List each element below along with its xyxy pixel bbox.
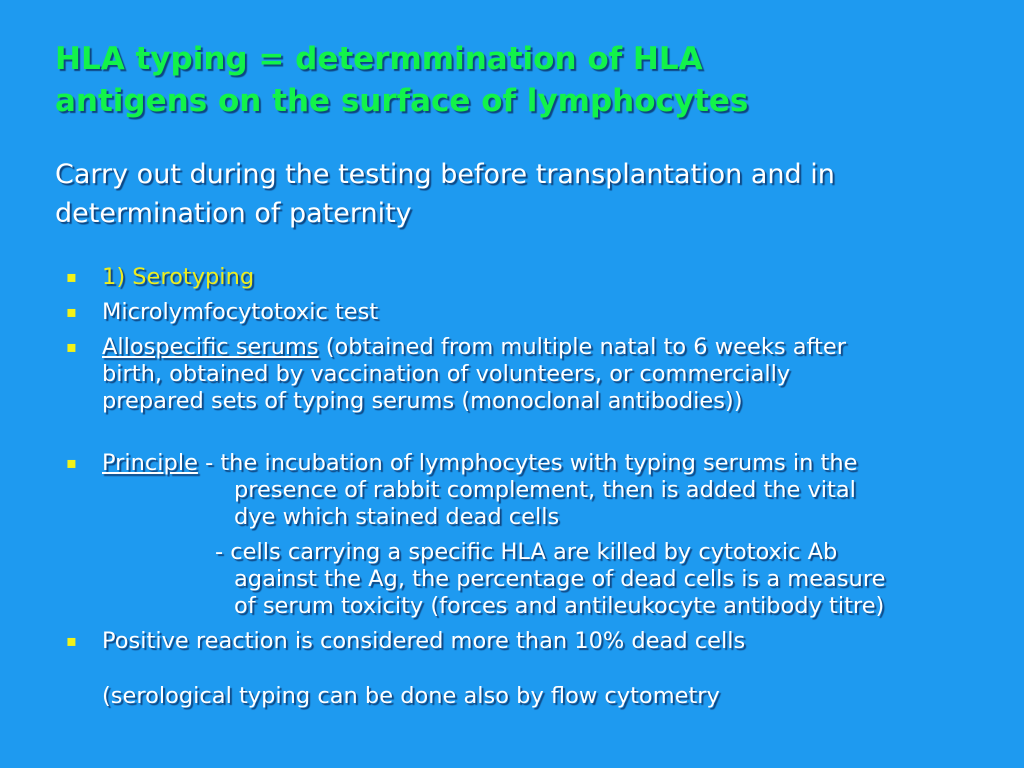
slide-title-line-2: antigens on the surface of lymphocytes — [55, 83, 749, 119]
principle-line-1: - the incubation of lymphocytes with typing serums in the — [197, 450, 858, 476]
principle-term: Principle — [102, 450, 198, 476]
principle-line-6: of serum toxicity (forces and antileukocyte antibody titre) — [234, 593, 885, 619]
slide-subtitle-line-2: determination of paternity — [55, 198, 412, 229]
allospecific-line-3: prepared sets of typing serums (monoclonal antibodies)) — [102, 388, 743, 414]
slide-title-line-1: HLA typing = determmination of HLA — [55, 41, 703, 77]
principle-line-5: against the Ag, the percentage of dead cells is a measure — [234, 566, 886, 592]
principle-line-2: presence of rabbit complement, then is added the vital — [234, 477, 856, 503]
square-bullet-icon: ▪ — [66, 631, 77, 650]
slide-subtitle-line-1: Carry out during the testing before transplantation and in — [55, 159, 835, 190]
note-flow-cytometry: (serological typing can be done also by flow cytometry — [102, 683, 720, 709]
bullet-serotyping: 1) Serotyping — [102, 264, 255, 290]
allospecific-line-1: (obtained from multiple natal to 6 weeks after — [318, 334, 846, 360]
square-bullet-icon: ▪ — [66, 267, 77, 286]
square-bullet-icon: ▪ — [66, 453, 77, 472]
allospecific-line-2: birth, obtained by vaccination of volunteers, or commercially — [102, 361, 791, 387]
principle-line-3: dye which stained dead cells — [234, 504, 560, 530]
square-bullet-icon: ▪ — [66, 302, 77, 321]
square-bullet-icon: ▪ — [66, 337, 77, 356]
bullet-principle — [102, 449, 857, 477]
bullet-microlymfocytotoxic: Microlymfocytotoxic test — [102, 299, 379, 325]
principle-line-4: - cells carrying a specific HLA are killed by cytotoxic Ab — [215, 539, 838, 565]
bullet-positive-reaction: Positive reaction is considered more than 10% dead cells — [102, 628, 746, 654]
bullet-allospecific — [102, 333, 846, 361]
allospecific-term: Allospecific serums — [102, 334, 319, 360]
